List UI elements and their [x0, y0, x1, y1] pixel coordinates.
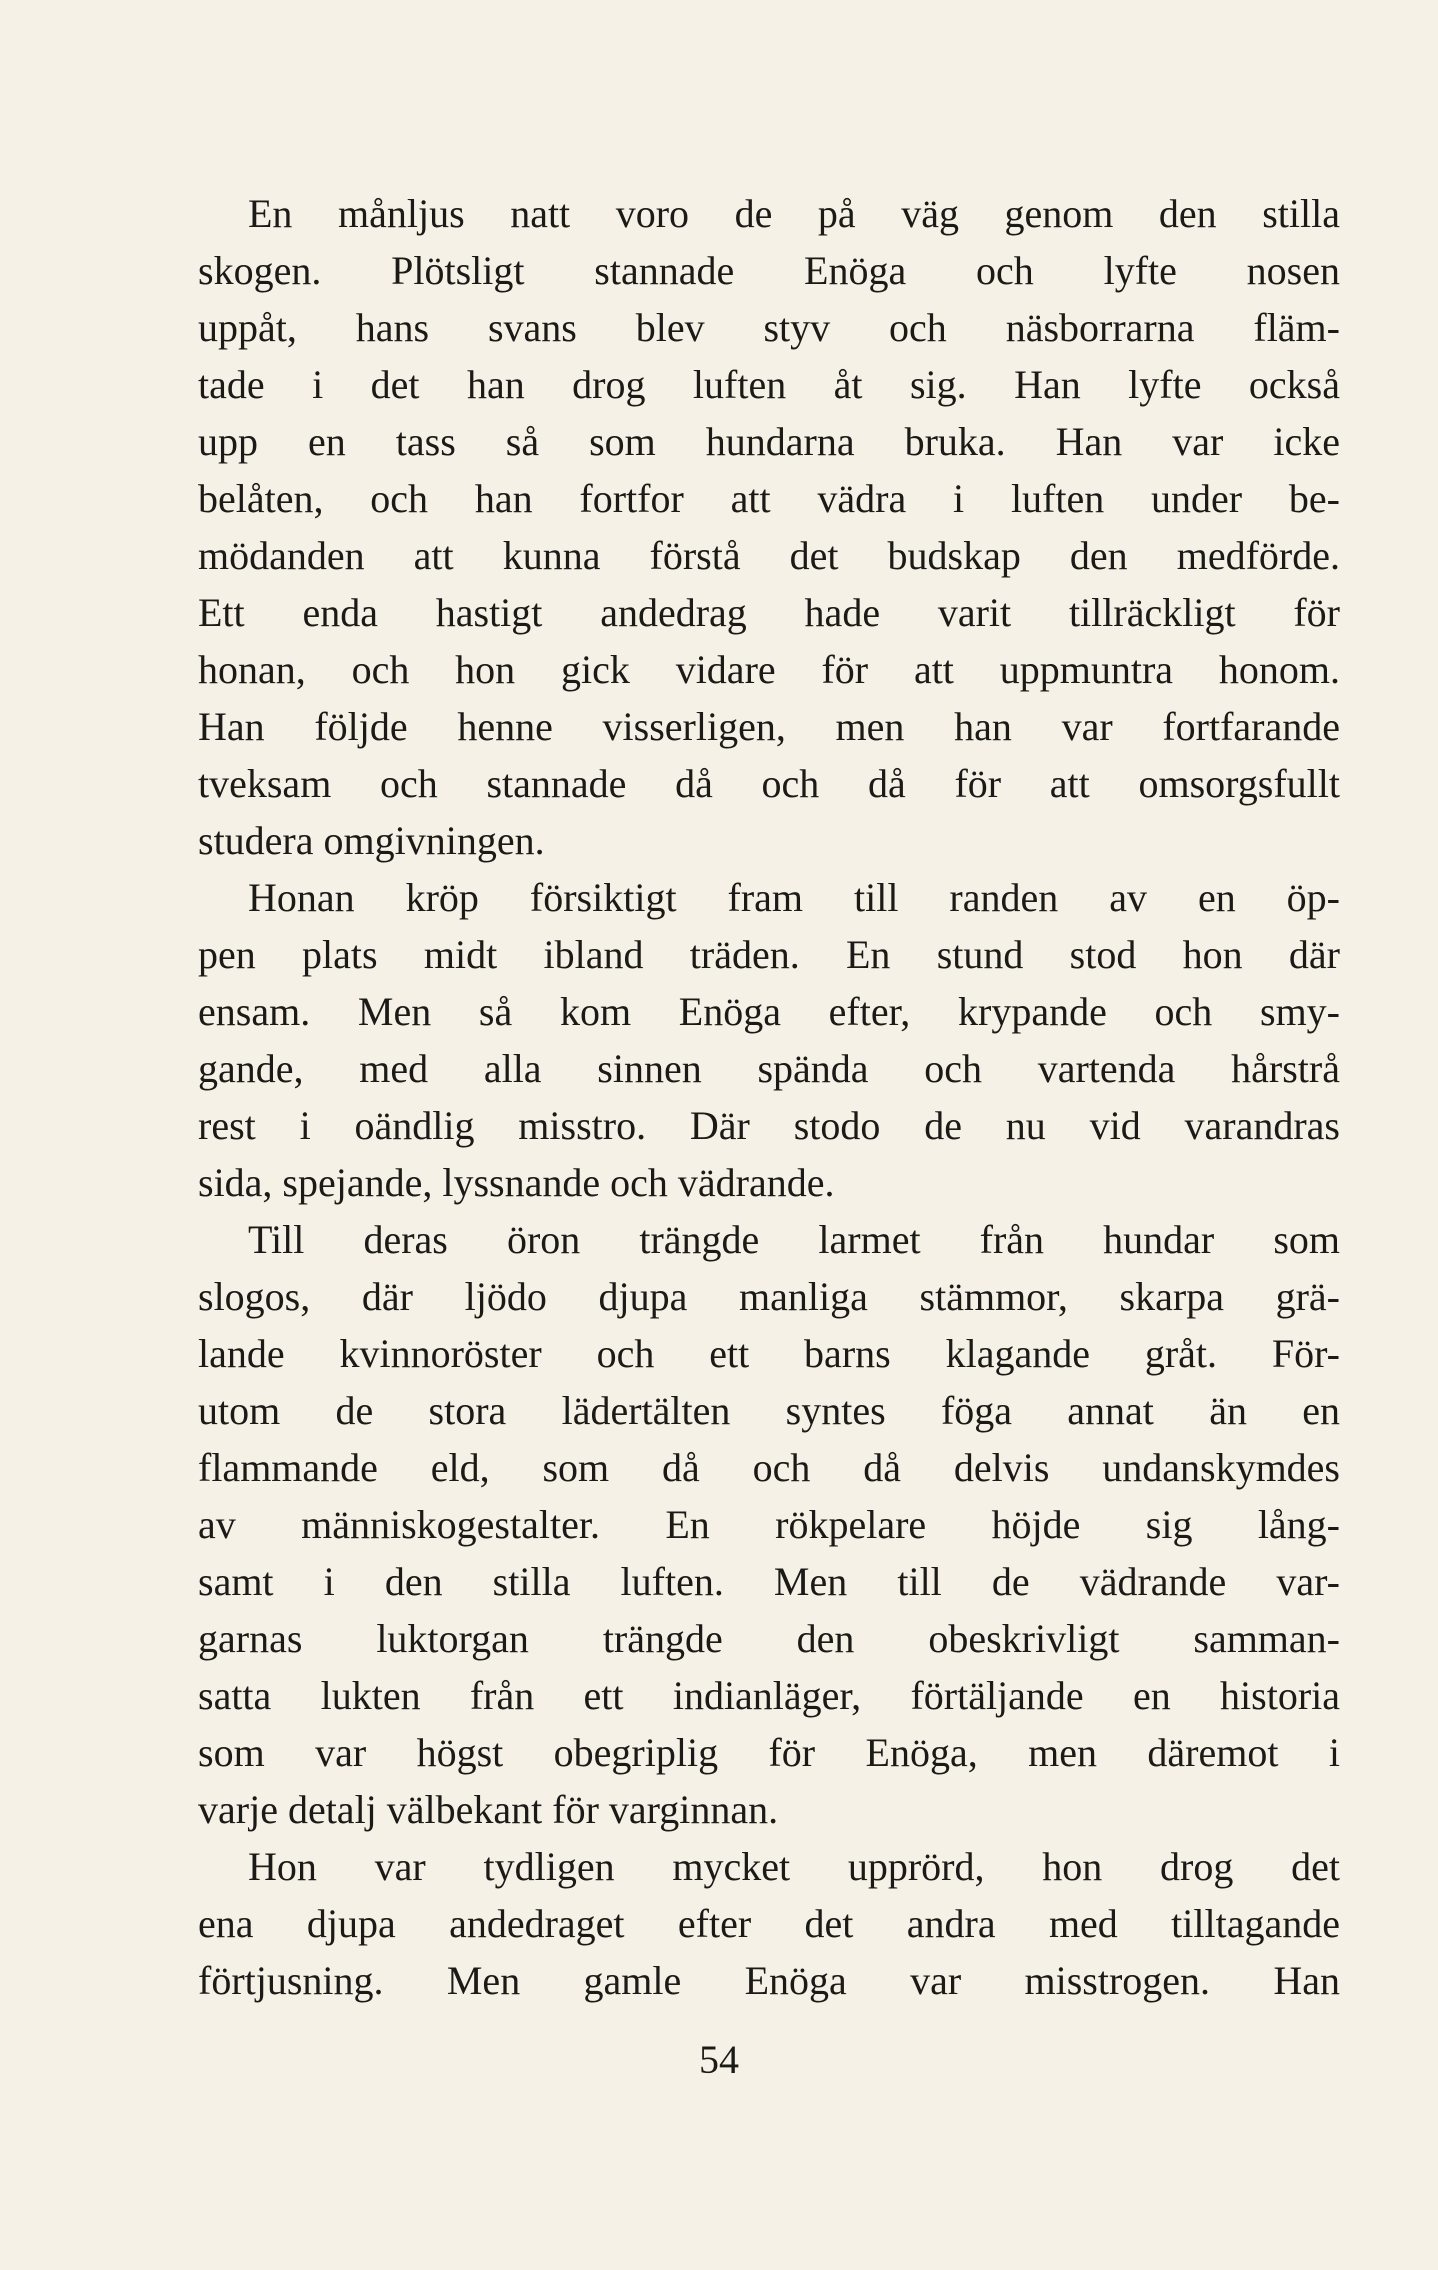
text-line: tade i det han drog luften åt sig. Han lyfte också [198, 362, 1340, 407]
text-line: pen plats midt ibland träden. En stund stod hon där [198, 932, 1340, 977]
paragraph-4 [198, 1838, 1340, 2009]
text-line: studera omgivningen. [198, 818, 545, 863]
text-line: rest i oändlig misstro. Där stodo de nu vid varandras [198, 1103, 1340, 1148]
paragraph-2 [198, 869, 1340, 1211]
text-line: Till deras öron trängde larmet från hundar som [248, 1217, 1340, 1262]
paragraph-1 [198, 185, 1340, 869]
text-line: satta lukten från ett indianläger, förtäljande en historia [198, 1673, 1340, 1718]
text-line: Honan kröp försiktigt fram till randen av en öp- [248, 875, 1340, 920]
text-line: Ett enda hastigt andedrag hade varit tillräckligt för [198, 590, 1340, 635]
text-line: tveksam och stannade då och då för att omsorgsfullt [198, 761, 1340, 806]
text-line: Han följde henne visserligen, men han var fortfarande [198, 704, 1340, 749]
text-line: gande, med alla sinnen spända och vartenda hårstrå [198, 1046, 1340, 1091]
text-line: flammande eld, som då och då delvis undanskymdes [198, 1445, 1340, 1490]
text-line: uppåt, hans svans blev styv och näsborrarna fläm- [198, 305, 1340, 350]
text-line: honan, och hon gick vidare för att uppmuntra honom. [198, 647, 1340, 692]
text-line: garnas luktorgan trängde den obeskrivligt samman- [198, 1616, 1340, 1661]
text-line: varje detalj välbekant för varginnan. [198, 1787, 779, 1832]
page-number: 54 [699, 2037, 739, 2082]
text-line: förtjusning. Men gamle Enöga var misstrogen. Han [198, 1958, 1340, 2003]
text-line: slogos, där ljödo djupa manliga stämmor, skarpa grä- [198, 1274, 1340, 1319]
text-line: belåten, och han fortfor att vädra i luften under be- [198, 476, 1340, 521]
text-line: av människogestalter. En rökpelare höjde sig lång- [198, 1502, 1340, 1547]
text-line: samt i den stilla luften. Men till de vädrande var- [198, 1559, 1340, 1604]
text-line: sida, spejande, lyssnande och vädrande. [198, 1160, 835, 1205]
text-line: utom de stora lädertälten syntes föga annat än en [198, 1388, 1340, 1433]
text-line: som var högst obegriplig för Enöga, men däremot i [198, 1730, 1340, 1775]
text-line: skogen. Plötsligt stannade Enöga och lyfte nosen [198, 248, 1340, 293]
body-text [198, 185, 1340, 2009]
text-line: Hon var tydligen mycket upprörd, hon drog det [248, 1844, 1340, 1889]
text-line: lande kvinnoröster och ett barns klagande gråt. För- [198, 1331, 1340, 1376]
text-line: ena djupa andedraget efter det andra med tilltagande [198, 1901, 1340, 1946]
text-line: ensam. Men så kom Enöga efter, krypande och smy- [198, 989, 1340, 1034]
text-line: mödanden att kunna förstå det budskap den medförde. [198, 533, 1340, 578]
paragraph-3 [198, 1211, 1340, 1838]
text-line: En månljus natt voro de på väg genom den stilla [248, 191, 1340, 236]
text-line: upp en tass så som hundarna bruka. Han var icke [198, 419, 1340, 464]
